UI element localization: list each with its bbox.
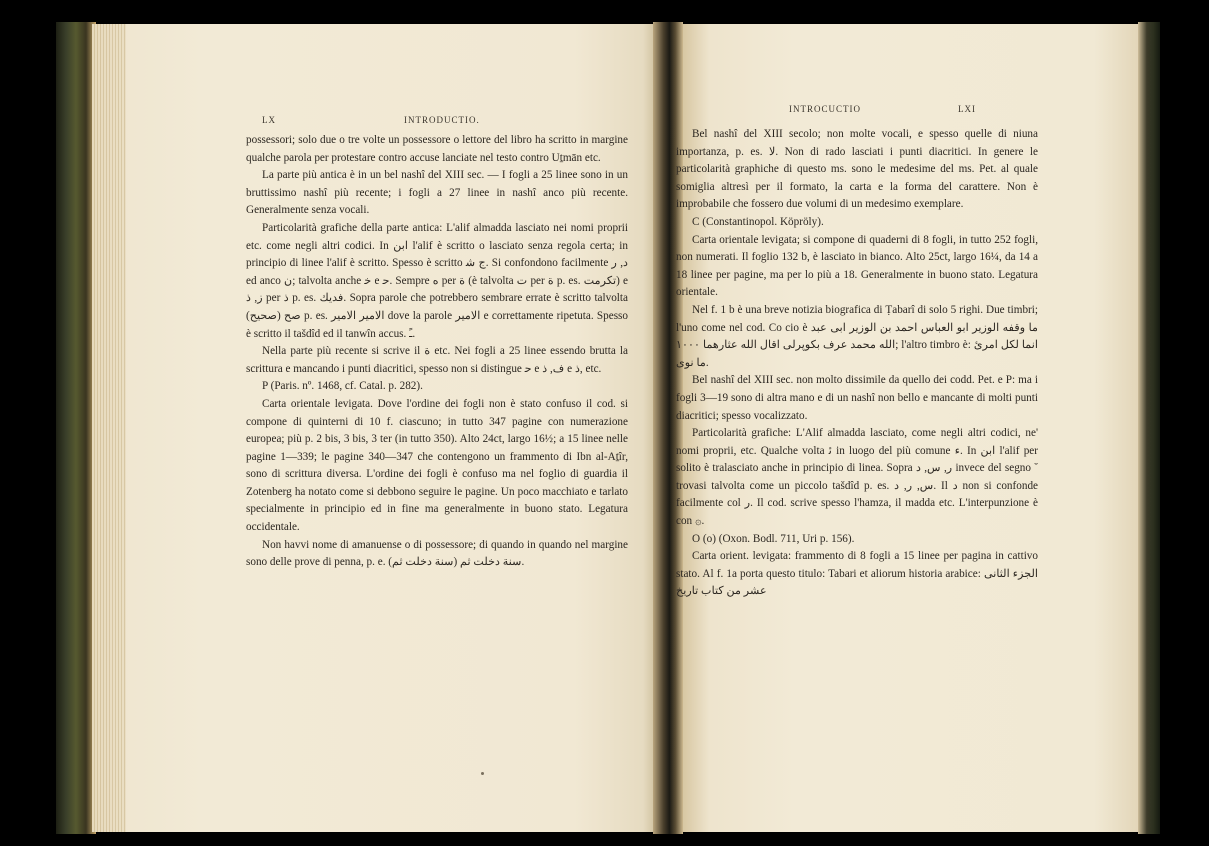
left-paragraph-2: La parte più antica è in un bel nashî del XIII sec. — I fogli a 25 linee sono in un bruttissimo nashî più recente; i fogli a 27 linee in nashî anco più recente. Generalmente senza vocali.	[246, 169, 628, 217]
right-text-column	[676, 126, 1038, 601]
right-paragraph-1: Bel nashî del XIII secolo; non molte vocali, e spesso quelle di niuna importanza, p. es. ﻻ. Non di rado lasciati i punti diacritici. In genere le particolarità graphiche di questo ms. sono le medesime del ms. Pet. al quale somiglia altresì per il formato, la carta e la forma del carattere. Non è improbabile che fossero due volumi di un medesimo exemplare.	[676, 128, 1038, 211]
left-paragraph-4: Nella parte più recente si scrive il ة etc. Nei fogli a 25 linee essendo brutta la scrittura e mancando i punti diacritici, spesso non si distingue ﺣ e ﻑ, ﺫ e ﺫ, etc.	[246, 345, 628, 375]
left-running-head: INTRODUCTIO.	[404, 115, 480, 125]
right-running-head: INTROCUCTIO	[789, 104, 861, 114]
left-page-edges	[92, 24, 126, 832]
right-cover	[1138, 22, 1160, 834]
left-paragraph-1: possessori; solo due o tre volte un possessore o lettore del libro ha scritto in margine qualche parola per protestare contro accuse lanciate nel testo contro Uṯmān etc.	[246, 134, 628, 164]
left-text-column	[246, 132, 628, 572]
right-paragraph-6: Particolarità grafiche: L'Alif almadda lasciato, come negli altri codici, ne' nomi proprii, etc. Qualche volta ﺋ in luogo del più comune ﺀ. In ابن l'alif per solito è tralasciato anche in principio di linea. Sopra ر, س, د invece del segno ˘ trovasi talvolta come un piccolo tašdîd p. es. ﺱ, ﺭ, ﺩ. Il د non si confonde facilmente col ر. Il cod. scrive spesso l'hamza, il madda etc. L'interpunzione è con ۞.	[676, 427, 1039, 528]
left-paragraph-3: Particolarità grafiche della parte antica: L'alif almadda lasciato nei nomi proprii etc. come negli altri codici. In ابن l'alif è scritto o lasciato senza regola certa; in principio di linee l'alif è scritto. Spesso è scritto ج ﺷ. Si confondono facilmente د, ر ed anco ن; talvolta anche ﺧ e ﺣ. Sempre ﻩ per ة (è talvolta ت per ة p. es. تكرمت) e ﺯ, ﺫ per ﺫ p. es. ﻓﺪﻳﻚ. Sopra parole che potrebbero sembrare errate è scritto talvolta ﺻﺢ (ﺻﺤﻴﺢ) p. es. ﺍﻻﻣﻴﺮ ﺍﻻﻣﻴﺮ dove la parole ﺍﻻﻣﻴﺮ e correttamente ripetuta. Spesso è scritto il tašdîd ed il tanwîn accus. ـً.	[246, 221, 629, 340]
left-folio: LX	[262, 115, 276, 125]
right-paragraph-5: Bel nashî del XIII sec. non molto dissimile da quello dei codd. Pet. e P: ma i fogli 3—19 sono di altra mano e di un nashî non bello e mancante di molti punti diacritici; spesso vocalizzato.	[676, 374, 1038, 422]
right-paragraph-8: Carta orient. levigata: frammento di 8 fogli a 15 linee per pagina in cattivo stato. Al f. 1a porta questo titulo: Tabari et aliorum historia arabice: ﺍﻟﺠﺰﺀ ﺍﻟﺜﺎﻧﻰ ﻋﺸﺮ ﻣﻦ ﻛﺘﺎﺏ ﺗﺎﺭﻳﺦ	[676, 550, 1038, 598]
left-paragraph-5: P (Paris. nº. 1468, cf. Catal. p. 282).	[262, 380, 423, 393]
right-paragraph-2: C (Constantinopol. Köpröly).	[692, 215, 824, 228]
left-paragraph-7: Non havvi nome di amanuense o di possessore; di quando in quando nel margine sono delle prove di penna, p. e. ﺳﻨﺔ ﺩﺧﻠﺖ ﺛﻢ (ﺳﻨﺔ ﺩﺧﻠﺖ ﺛﻢ).	[246, 538, 628, 569]
open-book	[56, 22, 1156, 834]
left-cover	[56, 22, 96, 834]
right-paragraph-4: Nel f. 1 b è una breve notizia biografica di Ṭabarî di solo 5 righi. Due timbri; l'uno come nel cod. Co cio è ﻣﺎ ﻭﻗﻔﻪ ﺍﻟﻮﺯﻳﺮ ﺍﺑﻮ ﺍﻟﻌﺒﺎﺱ ﺍﺣﻤﺪ ﺑﻦ ﺍﻟﻮﺯﻳﺮ ﺍﺑﻰ ﻋﺒﺪ ﺍﻟﻠﻪ ﻣﺤﻤﺪ ﻋﺮﻑ ﺑﻜﻮﭘﺮﻟﻰ ﺍﻗﺎﻝ ﺍﻟﻠﻪ ﻋﺜﺎﺭﻫﻤﺎ ١٠٠٠; l'altro timbro è: ﺍﻧﻤﺎ ﻟﻜﻞ ﺍﻣﺮﺉ ﻣﺎ ﻧﻮﻯ.	[676, 303, 1038, 369]
right-paragraph-7: O (o) (Oxon. Bodl. 711, Uri p. 156).	[692, 532, 855, 545]
left-paragraph-6: Carta orientale levigata. Dove l'ordine dei fogli non è stato confuso il cod. si compone di quinterni di 10 f. ciascuno; in tutto 347 pagine con numerazione europea; più p. 2 bis, 3 bis, 3 ter (in tutto 350). Alto 24ct, largo 16½; a 15 linee nelle pagine 1—339; le pagine 340—347 che contengono un frammento di Ibn al-Aṯîr, sono di scrittura diversa. L'ordine dei fogli è confuso ma nel foglio di guardia il Zotenberg ha notato come si debbono seguire le pagine. Un poco macchiato e tarlato specialmente in principio ed in fine ma generalmente in buono stato. Legatura occidentale.	[246, 397, 628, 534]
right-folio: LXI	[958, 104, 976, 114]
page-mark	[481, 772, 484, 775]
right-paragraph-3: Carta orientale levigata; si compone di quaderni di 8 fogli, in tutto 252 fogli, non numerati. Il foglio 132 b, è lasciato in bianco. Alto 25ct, largo 16¼, da 14 a 18 linee per pagine, ma per lo più a 18. Generalmente in buono stato. Legatura orientale.	[676, 233, 1038, 299]
